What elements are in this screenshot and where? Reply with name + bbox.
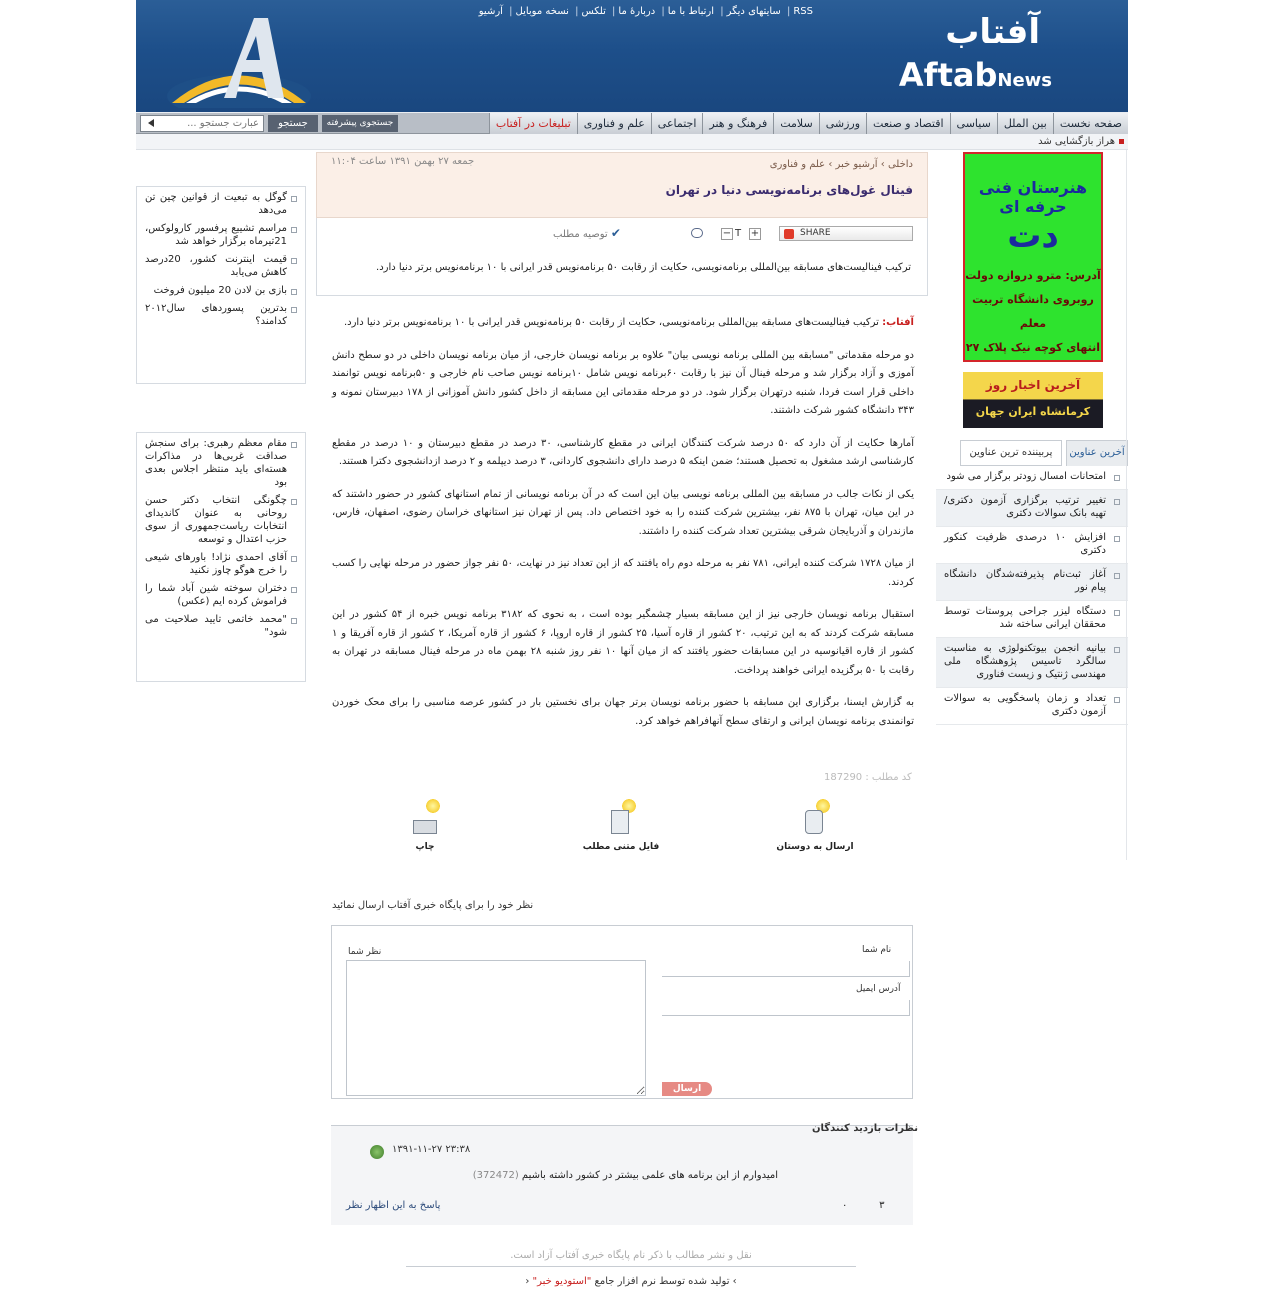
ad2-line-2: کرمانشاه ایران جهان	[975, 405, 1091, 418]
text-file-label: فایل متنی مطلب	[582, 842, 660, 852]
print-tool[interactable]	[370, 798, 480, 858]
email-label: آدرس ایمیل	[856, 984, 901, 994]
left-news-item[interactable]: قیمت اینترنت کشور، 20درصد کاهش می‌یابد	[145, 253, 297, 279]
search-box	[140, 115, 394, 132]
left-news-box-2	[136, 432, 306, 682]
ad1-line-3: آدرس: مترو دروازه دولت	[965, 269, 1101, 282]
article-body	[332, 314, 914, 745]
send-friends-tool[interactable]	[760, 798, 870, 858]
advanced-search-button[interactable]: جستجوی پیشرفته	[322, 115, 398, 132]
text-file-icon	[603, 798, 639, 838]
right-news-item[interactable]: آغاز ثبت‌نام پذیرفته‌شدگان دانشگاه پیام نور	[936, 564, 1128, 601]
breadcrumb: داخلی › آرشیو خبر › علم و فناوری	[769, 159, 913, 170]
recommend-icon: ✔	[610, 226, 621, 240]
article-lead: ترکیب فینالیست‌های مسابقه بین‌المللی برنامه‌نویسی، حکایت از رقابت ۵۰ برنامه‌نویس قدر ایرانی با ۱۰ برنامه‌نویس برتر دنیا دارد.	[376, 262, 911, 273]
left-news-item[interactable]: بازی بن لادن 20 میلیون فروخت	[145, 284, 297, 297]
send-friends-label: ارسال به دوستان	[776, 842, 854, 852]
breadcrumb-item[interactable]: داخلی	[887, 159, 913, 170]
left-news-item[interactable]: مراسم تشییع پرفسور کارولوکس، 21تیرماه برگزار خواهد شد	[145, 222, 297, 248]
article-title: فینال غول‌های برنامه‌نویسی دنیا در تهران	[665, 183, 913, 197]
share-label: SHARE	[800, 228, 831, 238]
menu-item-culture[interactable]: فرهنگ و هنر	[702, 113, 773, 134]
ad-banner-latest-news[interactable]	[963, 372, 1103, 428]
top-link-telex[interactable]: تلکس	[581, 6, 606, 17]
footer-divider	[406, 1266, 856, 1267]
footer-copyright: نقل و نشر مطالب با ذکر نام پایگاه خبری آفتاب آزاد است.	[510, 1250, 752, 1261]
article-code: کد مطلب : 187290	[824, 772, 912, 783]
comment-text	[473, 1170, 778, 1181]
visitor-comments-title: نظرات بازدید کنندگان	[812, 1123, 918, 1134]
user-avatar-icon	[370, 1145, 384, 1159]
menu-item-health[interactable]: سلامت	[773, 113, 818, 134]
right-news-item[interactable]: تغییر ترتیب برگزاری آزمون دکتری/ تهیه بانک سوالات دکتری	[936, 490, 1128, 527]
send-comment-button[interactable]: ارسال	[662, 1082, 712, 1096]
share-button[interactable]	[779, 226, 913, 241]
print-label: چاپ	[415, 842, 435, 852]
top-link-contact[interactable]: ارتباط با ما	[667, 6, 715, 17]
search-button[interactable]: جستجو	[268, 115, 318, 132]
brand-title-fa: آفتاب	[945, 12, 1040, 52]
page	[136, 0, 1128, 1311]
comment-reply-link[interactable]: پاسخ به این اظهار نظر	[346, 1200, 441, 1211]
ad1-line-5: انتهای کوچه نیک پلاک ۲۷	[965, 341, 1101, 354]
menu-item-society[interactable]: اجتماعی	[651, 113, 703, 134]
right-news-item[interactable]: دستگاه لیزر جراحی پروستات توسط محققان ایرانی ساخته شد	[936, 601, 1128, 638]
recommend-label: توصیه مطلب	[553, 229, 608, 240]
site-header	[136, 0, 1128, 112]
right-column-divider	[1126, 150, 1127, 860]
comment-icon[interactable]	[691, 228, 703, 238]
right-news-item[interactable]: تعداد و زمان پاسخگویی به سوالات آزمون دکتری	[936, 688, 1128, 725]
left-news-item[interactable]: دختران سوخته شین آباد شما را فراموش کرده ایم (عکس)	[145, 582, 297, 608]
tab-latest-titles[interactable]: آخرین عناوین	[1066, 440, 1128, 466]
left-news-box-1	[136, 186, 306, 384]
comment-textarea[interactable]	[346, 960, 646, 1096]
footer-studio-link[interactable]: "استودیو خبر"	[532, 1276, 592, 1287]
comment-id: (372472)	[472, 1170, 519, 1181]
article-header	[316, 152, 928, 218]
top-link-archive[interactable]: آرشیو	[478, 6, 503, 17]
article-toolbar	[316, 218, 928, 296]
article-paragraph: یکی از نکات جالب در مسابقه بین المللی برنامه نویسی بیان این است که در آن برنامه نویسانی از تمام استانهای کشور در حضور داشتند که در این میان، تهران با ۸۷۵ نفر، بیشترین شرکت کننده را به خود اختصاص داد. پس از تهران نیز استانهای خراسان رضوی، اصفهان، فارس، مازندران و آذربایجان شرقی بیشترین تعداد شرکت کننده را داشتند.	[332, 488, 914, 537]
article-source: آفتاب:	[882, 317, 914, 328]
comment-label: نظر شما	[348, 947, 382, 957]
menu-item-economy[interactable]: اقتصاد و صنعت	[866, 113, 950, 134]
footer-generated: › تولید شده توسط نرم افزار جامع "استودیو خبر" ‹	[525, 1276, 737, 1287]
left-news-item[interactable]: چگونگی انتخاب دکتر حسن روحانی به عنوان کاندیدای انتخابات ریاست‌جمهوری از سوی حزب اعتدال و توسعه	[145, 494, 297, 546]
article-first-text: ترکیب فینالیست‌های مسابقه بین‌المللی برنامه‌نویسی، حکایت از رقابت ۵۰ برنامه‌نویس قدر ایرانی با ۱۰ برنامه‌نویس برتر دنیا دارد.	[343, 317, 879, 328]
left-news-item[interactable]: آقای احمدی نژاد! باورهای شیعی را خرج هوگو چاوز نکنید	[145, 551, 297, 577]
breadcrumb-item[interactable]: علم و فناوری	[769, 159, 826, 170]
article-paragraph: دو مرحله مقدماتی "مسابقه بین المللی برنامه نویسی بیان" علاوه بر برنامه نویسان خارجی، از میان برنامه نویسان داخلی در دو سطح دانش آموزی و آزاد برگزار شد و مرحله فینال آن نیز با رقابت ۶۰برنامه نویس شامل ۱۰برنامه نویس صاحب نام خارجی و ۵۰برنامه نویس توانمند داخلی قرار است فردا، شنبه درتهران برگزار شود. در دو مرحله مقدماتی این مسابقه از داخل کشور دانش آموزانی از ۱۷۸ دبیرستان نمونه و ۳۴۳ دانشگاه کشور شرکت داشتند.	[332, 349, 914, 416]
ad1-line-1: هنرستان فنی حرفه ای	[978, 178, 1088, 216]
send-email-icon	[797, 798, 833, 838]
left-news-item[interactable]: بدترین پسوردهای سال۲۰۱۲ کدامند؟	[145, 302, 297, 328]
article-paragraph: از میان ۱۷۲۸ شرکت کننده ایرانی، ۷۸۱ نفر به مرحله دوم راه یافتند که از این تعداد نیز در نهایت، ۵۰ نفر جواز حضور در مرحله نهایی را کسب کردند.	[332, 558, 914, 588]
menu-item-politics[interactable]: سیاسی	[950, 113, 997, 134]
left-news-item[interactable]: "محمد خاتمی تایید صلاحیت می شود"	[145, 613, 297, 639]
search-input[interactable]	[140, 115, 264, 132]
article-paragraph	[332, 314, 914, 333]
comment-body: امیدوارم از این برنامه های علمی بیشتر در کشور داشته باشیم	[521, 1170, 778, 1181]
brand-title-en	[899, 56, 1052, 94]
menu-item-advertising[interactable]: تبلیغات در آفتاب	[489, 113, 577, 134]
brand-en-main: Aftab	[898, 56, 998, 94]
font-decrease-button[interactable]: −	[722, 228, 732, 239]
menu-item-science[interactable]: علم و فناوری	[577, 113, 651, 134]
top-link-about[interactable]: دربارهٔ ما	[618, 6, 656, 17]
search-arrow-icon[interactable]	[148, 119, 154, 127]
font-size-icon: T	[735, 228, 742, 239]
ad1-line-4: روبروی دانشگاه تربیت معلم	[972, 293, 1094, 330]
right-news-item[interactable]: افزایش ۱۰ درصدی ظرفیت کنکور دکتری	[936, 527, 1128, 564]
menu-item-sports[interactable]: ورزشی	[819, 113, 866, 134]
comment-score-a[interactable]: ۳	[879, 1200, 885, 1211]
comment-form-title: نظر خود را برای پایگاه خبری آفتاب ارسال نمائید	[332, 900, 534, 911]
email-input[interactable]	[662, 1000, 910, 1016]
left-news-item[interactable]: گوگل به تبعیت از قوانین چین تن می‌دهد	[145, 191, 297, 217]
name-input[interactable]	[662, 961, 910, 977]
main-menubar	[136, 112, 1128, 134]
article-paragraph: آمارها حکایت از آن دارد که ۵۰ درصد شرکت کنندگان ایرانی در مقطع کارشناسی، ۳۰ درصد در مقطع دبیرستان و ۱۰ درصد در مقطع کارشناسی ارشد مشغول به تحصیل هستند؛ ضمن اینکه ۵ درصد دارای دانشجوی کاردانی، ۳ درصد دیپلمه و ۲ درصد ازدانشجوی دکترا هستند.	[332, 437, 914, 467]
font-increase-button[interactable]: +	[750, 228, 760, 239]
ticker-bullet-icon	[1119, 139, 1124, 144]
top-link-other-sites[interactable]: سایتهای دیگر	[726, 6, 781, 17]
article-paragraph: استقبال برنامه نویسان خارجی نیز از این مسابقه بسیار چشمگیر بوده است ، به نحوی که ۳۱۸۲ برنامه نویس خبره از ۵۴ کشور در این مسابقه شرکت کردند که به این ترتیب، ۲۰ کشور از قاره آسیا، ۲۵ کشور از قاره اروپا، ۶ کشور از قاره آمریکا، ۲ کشور از قاره آفریقا و ۱ کشور از قاره اقیانوسیه در این مسابقات حضور یافتند که از میان آنها ۱۰ نفر روز شنبه ۲۸ بهمن ماه در مرحله فینال مسابقه در تهران به رقابت با ۵۰ برگزیده ایرانی خواهند پرداخت.	[332, 609, 914, 676]
tab-most-visited[interactable]: پربیننده ترین عناوین	[960, 440, 1062, 466]
article-paragraph: به گزارش ایسنا، برگزاری این مسابقه با حضور برنامه نویسان برتر جهان برای نخستین بار در کشور عرصه مناسبی را برای محک خوردن توانمندی برنامه نویسان ایرانی و ارتقای سطح آنهافراهم خواهد کرد.	[332, 697, 914, 727]
menu-item-international[interactable]: بین الملل	[997, 113, 1053, 134]
comment-score-b[interactable]: ۰	[842, 1200, 848, 1211]
top-link-rss[interactable]: RSS	[793, 6, 813, 17]
share-icon	[784, 229, 794, 239]
name-label: نام شما	[862, 945, 892, 955]
text-file-tool[interactable]	[566, 798, 676, 858]
ticker-text[interactable]: هراز بازگشایی شد	[1038, 136, 1115, 147]
aftab-logo-icon[interactable]	[164, 8, 314, 108]
comment-score	[842, 1200, 885, 1211]
menu-item-home[interactable]: صفحه نخست	[1053, 113, 1128, 134]
main-menu	[489, 113, 1128, 134]
right-news-list	[936, 466, 1128, 725]
right-news-item[interactable]: امتحانات امسال زودتر برگزار می شود	[936, 466, 1128, 490]
left-news-item[interactable]: مقام معظم رهبری: برای سنجش صداقت غربی‌ها در مذاکرات هسته‌ای باید منتظر اجلاس بعدی بود	[145, 437, 297, 489]
right-news-item[interactable]: بیانیه انجمن بیوتکنولوژی به مناسبت سالگرد تاسیس پژوهشگاه ملی مهندسی ژنتیک و زیست فناوری	[936, 638, 1128, 688]
comment-date: ۱۳۹۱-۱۱-۲۷ ۲۳:۳۸	[392, 1144, 471, 1155]
ad-banner-technical-school[interactable]	[963, 152, 1103, 362]
top-link-mobile[interactable]: نسخه موبایل	[515, 6, 569, 17]
brand-en-small: News	[997, 70, 1052, 91]
news-ticker	[136, 134, 1128, 150]
right-tabs	[936, 440, 1128, 466]
top-links: RSS| سایتهای دیگر| ارتباط با ما| دربارهٔ ما| تلکس| نسخه موبایل| آرشیو	[456, 6, 816, 17]
ad1-line-2: دت	[1007, 216, 1059, 256]
recommend-link[interactable]	[553, 226, 621, 240]
print-icon	[407, 798, 443, 838]
footer-generated-text: تولید شده توسط نرم افزار جامع	[594, 1276, 730, 1287]
breadcrumb-item[interactable]: آرشیو خبر	[835, 159, 878, 170]
ad2-line-1: آخرین اخبار روز	[985, 378, 1081, 392]
article-date: جمعه ۲۷ بهمن ۱۳۹۱ ساعت ۱۱:۰۴	[331, 156, 475, 167]
